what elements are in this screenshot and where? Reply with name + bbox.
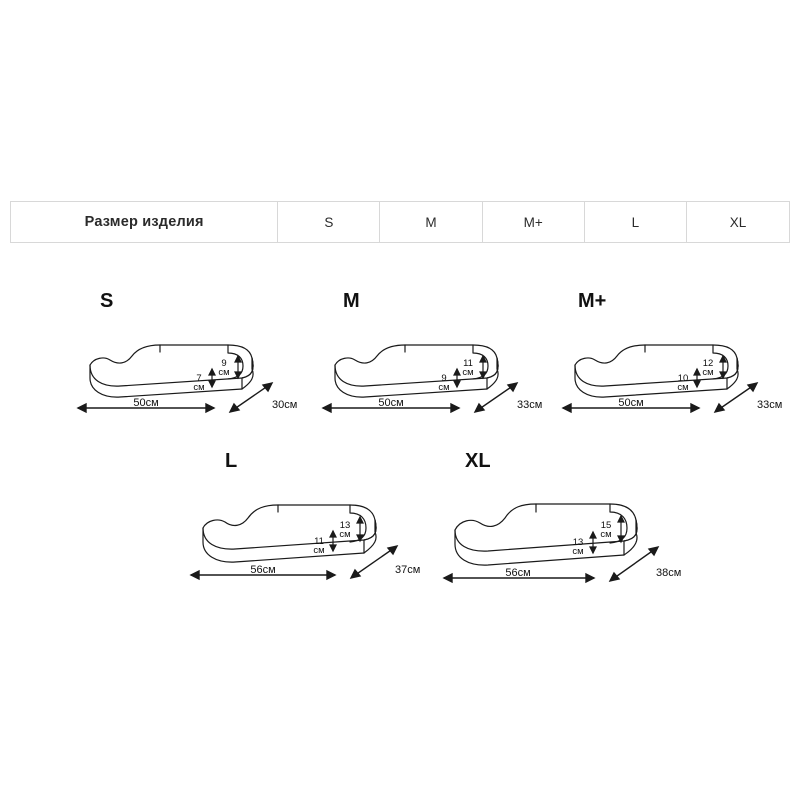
pillow-diagram-l [175, 450, 425, 605]
pillow-xl-height-high-value: 15 [600, 520, 612, 531]
pillow-m-height-high-value: 11 [463, 358, 473, 369]
pillow-xl-height-low-value: 13 [572, 537, 584, 548]
size-table [10, 201, 790, 243]
pillow-title-xl: XL [465, 450, 491, 472]
pillow-l-height-low-unit: см [313, 545, 325, 556]
size-option-m[interactable] [380, 202, 482, 242]
pillow-illustration-m-plus [545, 290, 795, 440]
pillow-s-length-label: 50см [133, 397, 159, 409]
pillow-diagram-s [60, 290, 310, 440]
size-option-m-label: M [425, 214, 437, 230]
pillow-illustration-l [175, 450, 425, 605]
pillow-s-height-low-value: 7 [196, 373, 202, 384]
size-table-header-label: Размер изделия [84, 214, 204, 230]
pillow-m-plus-height-low-unit: см [677, 382, 689, 393]
pillow-illustration-s [60, 290, 310, 440]
pillow-xl-depth-label: 38см [656, 567, 682, 579]
size-option-xl-label: XL [729, 214, 747, 230]
pillow-m-plus-height-high-value: 12 [702, 358, 714, 369]
size-option-m-plus[interactable] [483, 202, 585, 242]
pillow-m-height-low-unit: см [438, 382, 450, 393]
size-option-l-label: L [631, 214, 640, 230]
pillow-m-plus-depth-label: 33см [757, 399, 783, 411]
pillow-xl-height-high-unit: см [600, 529, 612, 540]
pillow-m-length-label: 50см [378, 397, 404, 409]
pillow-diagram-m-plus [545, 290, 795, 440]
pillow-illustration-m [305, 290, 555, 440]
size-option-l[interactable] [585, 202, 687, 242]
pillow-title-l: L [225, 450, 238, 472]
pillow-m-plus-length-label: 50см [618, 397, 644, 409]
pillow-m-plus-height-low-value: 10 [677, 373, 689, 384]
size-option-m-plus-label: M+ [523, 214, 543, 230]
size-option-xl[interactable] [687, 202, 789, 242]
size-option-s-label: S [324, 214, 334, 230]
pillow-diagram-xl [430, 450, 685, 605]
pillow-m-depth-label: 33см [517, 399, 543, 411]
pillow-title-m-plus: M+ [578, 290, 607, 312]
pillow-s-height-high-value: 9 [221, 358, 227, 369]
pillow-l-height-high-unit: см [339, 529, 351, 540]
pillow-m-height-high-unit: см [462, 367, 474, 378]
pillow-l-height-high-value: 13 [339, 520, 351, 531]
pillow-title-m: M [343, 290, 360, 312]
pillow-s-height-low-unit: см [193, 382, 205, 393]
size-option-s[interactable] [278, 202, 380, 242]
pillow-m-height-low-value: 9 [441, 373, 447, 384]
pillow-diagram-m [305, 290, 555, 440]
size-table-header-cell [11, 202, 278, 242]
pillow-illustration-xl [430, 450, 685, 605]
pillow-title-s: S [100, 290, 114, 312]
pillow-xl-height-low-unit: см [572, 546, 584, 557]
pillow-s-depth-label: 30см [272, 399, 298, 411]
pillow-l-length-label: 56см [250, 564, 276, 576]
pillow-xl-length-label: 56см [505, 567, 531, 579]
pillow-l-depth-label: 37см [395, 564, 421, 576]
pillow-m-plus-height-high-unit: см [702, 367, 714, 378]
pillow-s-height-high-unit: см [218, 367, 230, 378]
pillow-l-height-low-value: 11 [314, 536, 324, 547]
